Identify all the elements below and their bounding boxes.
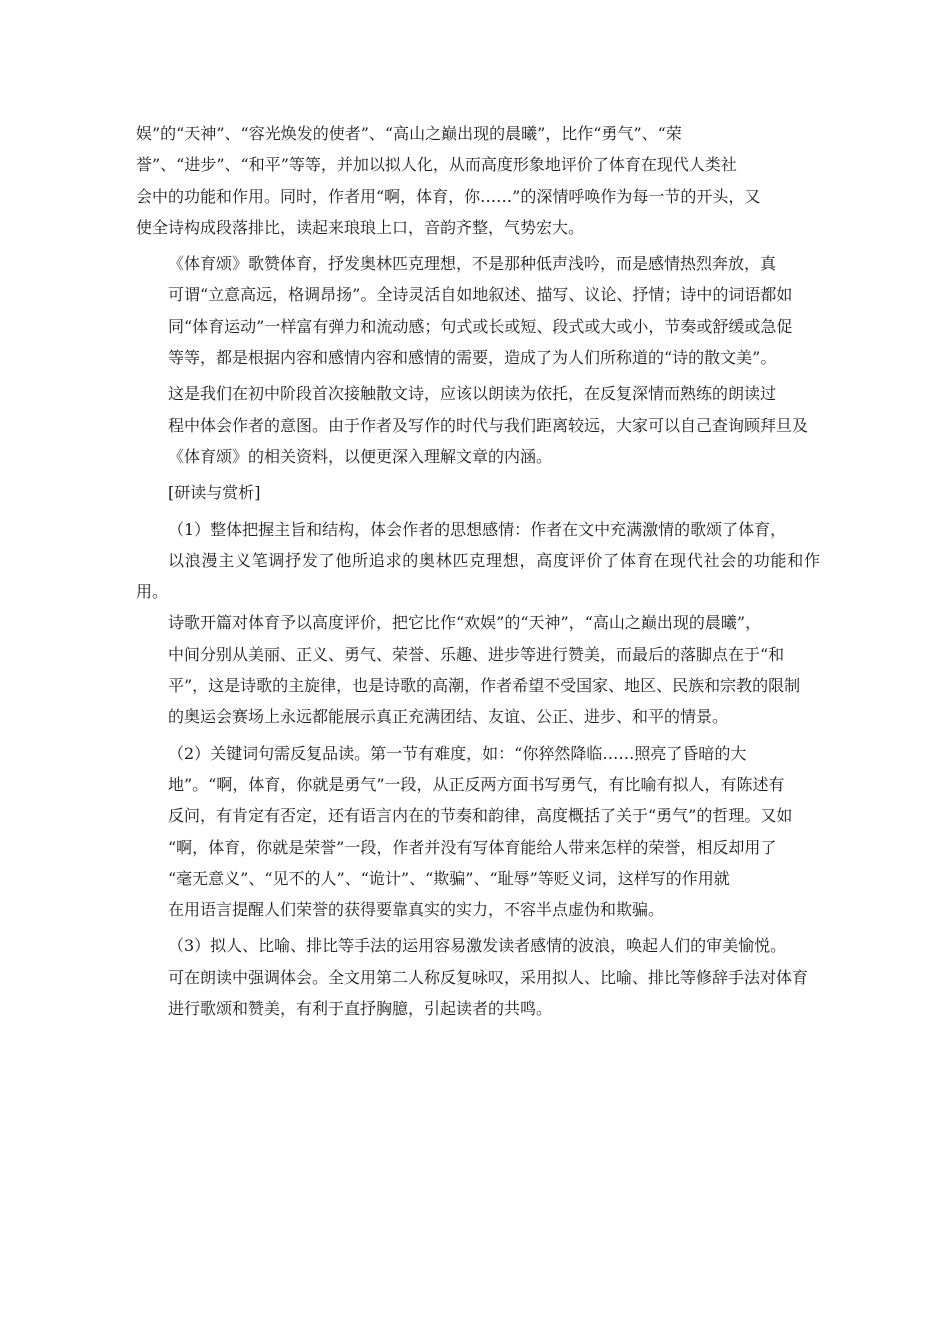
text-line: 在用语言提醒人们荣誉的获得要靠真实的实力，不容半点虚伪和欺骗。: [168, 900, 665, 920]
text-line: 地”。“啊，体育，你就是勇气”一段，从正反两方面书写勇气，有比喻有拟人，有陈述有: [168, 774, 785, 794]
text-line: 进行歌颂和赞美，有利于直抒胸臆，引起读者的共鸣。: [168, 999, 553, 1019]
text-line: 以浪漫主义笔调抒发了他所追求的奥林匹克理想，高度评价了体育在现代社会的功能和作用。: [136, 550, 820, 602]
text-line: 使全诗构成段落排比，读起来琅琅上口，音韵齐整，气势宏大。: [136, 217, 585, 237]
paragraph-praise: [136, 248, 820, 373]
paragraph-point-1: [136, 514, 820, 733]
paragraph-continuation: [136, 118, 820, 243]
text-line: 反问，有肯定有否定，还有语言内在的节奏和韵律，高度概括了关于“勇气”的哲理。又如: [168, 806, 793, 826]
text-line: 程中体会作者的意图。由于作者及写作的时代与我们距离较远，大家可以自己查询顾拜旦及: [168, 415, 809, 435]
text-line: 等等，都是根据内容和感情内容和感情的需要，造成了为人们所称道的“诗的散文美”。: [168, 348, 777, 368]
text-line: 娱”的“天神”、“容光焕发的使者”、“高山之巅出现的晨曦”，比作“勇气”、“荣: [136, 124, 682, 143]
text-line: 这是我们在初中阶段首次接触散文诗，应该以朗读为依托，在反复深情而熟练的朗读过: [168, 384, 777, 404]
text-line: 同“体育运动”一样富有弹力和流动感；句式或长或短、段式或大或小，节奏或舒缓或急促: [168, 316, 793, 336]
document-body: [136, 118, 820, 1029]
paragraph-first-prose-poem: [136, 378, 820, 472]
text-line: 可在朗读中强调体会。全文用第二人称反复咏叹，采用拟人、比喻、排比等修辞手法对体育: [168, 967, 809, 987]
text-line: 诗歌开篇对体育予以高度评价，把它比作“欢娱”的“天神”，“高山之巅出现的晨曦”，: [168, 613, 762, 633]
text-line: 平”，这是诗歌的主旋律，也是诗歌的高潮，作者希望不受国家、地区、民族和宗教的限制: [168, 676, 801, 696]
paragraph-point-3: [136, 930, 820, 1024]
text-line: （1）整体把握主旨和结构，体会作者的思想感情：作者在文中充满激情的歌颂了体育，: [168, 519, 787, 539]
text-line: 会中的功能和作用。同时，作者用“啊，体育，你……”的深情呼唤作为每一节的开头，又: [136, 186, 761, 206]
text-line: 的奥运会赛场上永远都能展示真正充满团结、友谊、公正、进步、和平的情景。: [168, 707, 729, 727]
text-line: [研读与赏析]: [168, 483, 261, 503]
section-heading: [136, 477, 820, 508]
text-line: 可谓“立意高远，格调昂扬”。全诗灵活自如地叙述、描写、议论、抒情；诗中的词语都如: [168, 285, 793, 305]
text-line: “毫无意义”、“见不的人”、“诡计”、“欺骗”、“耻辱”等贬义词，这样写的作用就: [168, 868, 730, 888]
text-line: 《体育颂》的相关资料，以便更深入理解文章的内涵。: [168, 446, 553, 466]
text-line: （2）关键词句需反复品读。第一节有难度，如：“你猝然降临……照亮了昏暗的大: [168, 743, 747, 763]
text-line: 中间分别从美丽、正义、勇气、荣誉、乐趣、进步等进行赞美，而最后的落脚点在于“和: [168, 644, 785, 664]
text-line: “啊，体育，你就是荣誉”一段，作者并没有写体育能给人带来怎样的荣誉，相反却用了: [168, 837, 777, 857]
text-line: 誉”、“进步”、“和平”等等，并加以拟人化，从而高度形象地评价了体育在现代人类社: [136, 155, 737, 175]
text-line: 《体育颂》歌赞体育，抒发奥林匹克理想，不是那种低声浅吟，而是感情热烈奔放，真: [168, 254, 777, 274]
text-line: （3）拟人、比喻、排比等手法的运用容易激发读者感情的波浪，唤起人们的审美愉悦。: [168, 936, 787, 956]
paragraph-point-2: [136, 738, 820, 926]
